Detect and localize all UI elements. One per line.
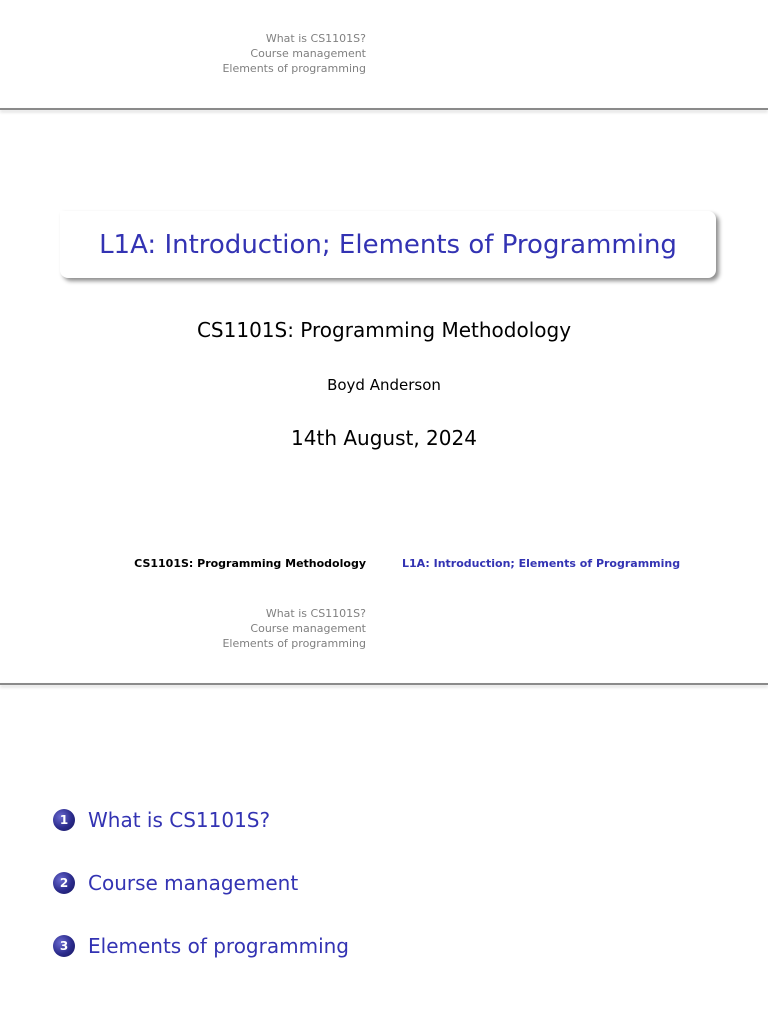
number-ball-icon: 2 xyxy=(53,872,75,894)
footer-title: L1A: Introduction; Elements of Programming xyxy=(402,557,681,570)
outline-item-what-is[interactable] xyxy=(53,788,753,851)
lecture-date: 14th August, 2024 xyxy=(291,426,477,450)
course-subtitle: CS1101S: Programming Methodology xyxy=(196,318,572,342)
nav-item-what-is[interactable]: What is CS1101S? xyxy=(265,607,366,620)
outline-label: Course management xyxy=(88,870,299,895)
page-divider xyxy=(0,683,768,685)
outline-label: What is CS1101S? xyxy=(88,807,271,832)
outline-item-course-management[interactable] xyxy=(53,851,753,914)
author-name: Boyd Anderson xyxy=(327,376,441,394)
section-nav-second xyxy=(0,606,366,651)
footer-course: CS1101S: Programming Methodology xyxy=(134,557,366,570)
nav-item-course-management[interactable]: Course management xyxy=(250,622,366,635)
outline-list xyxy=(53,788,753,977)
nav-item-course-management[interactable]: Course management xyxy=(250,47,366,60)
nav-item-what-is[interactable]: What is CS1101S? xyxy=(265,32,366,45)
number-ball-icon: 1 xyxy=(53,809,75,831)
nav-item-elements[interactable]: Elements of programming xyxy=(222,62,366,75)
slide-title: L1A: Introduction; Elements of Programming xyxy=(99,229,677,260)
outline-label: Elements of programming xyxy=(88,933,349,958)
page-divider xyxy=(0,108,768,110)
number-ball-icon: 3 xyxy=(53,935,75,957)
nav-item-elements[interactable]: Elements of programming xyxy=(222,637,366,650)
outline-item-elements[interactable] xyxy=(53,914,753,977)
section-nav-top xyxy=(0,31,366,76)
title-box xyxy=(60,211,716,278)
